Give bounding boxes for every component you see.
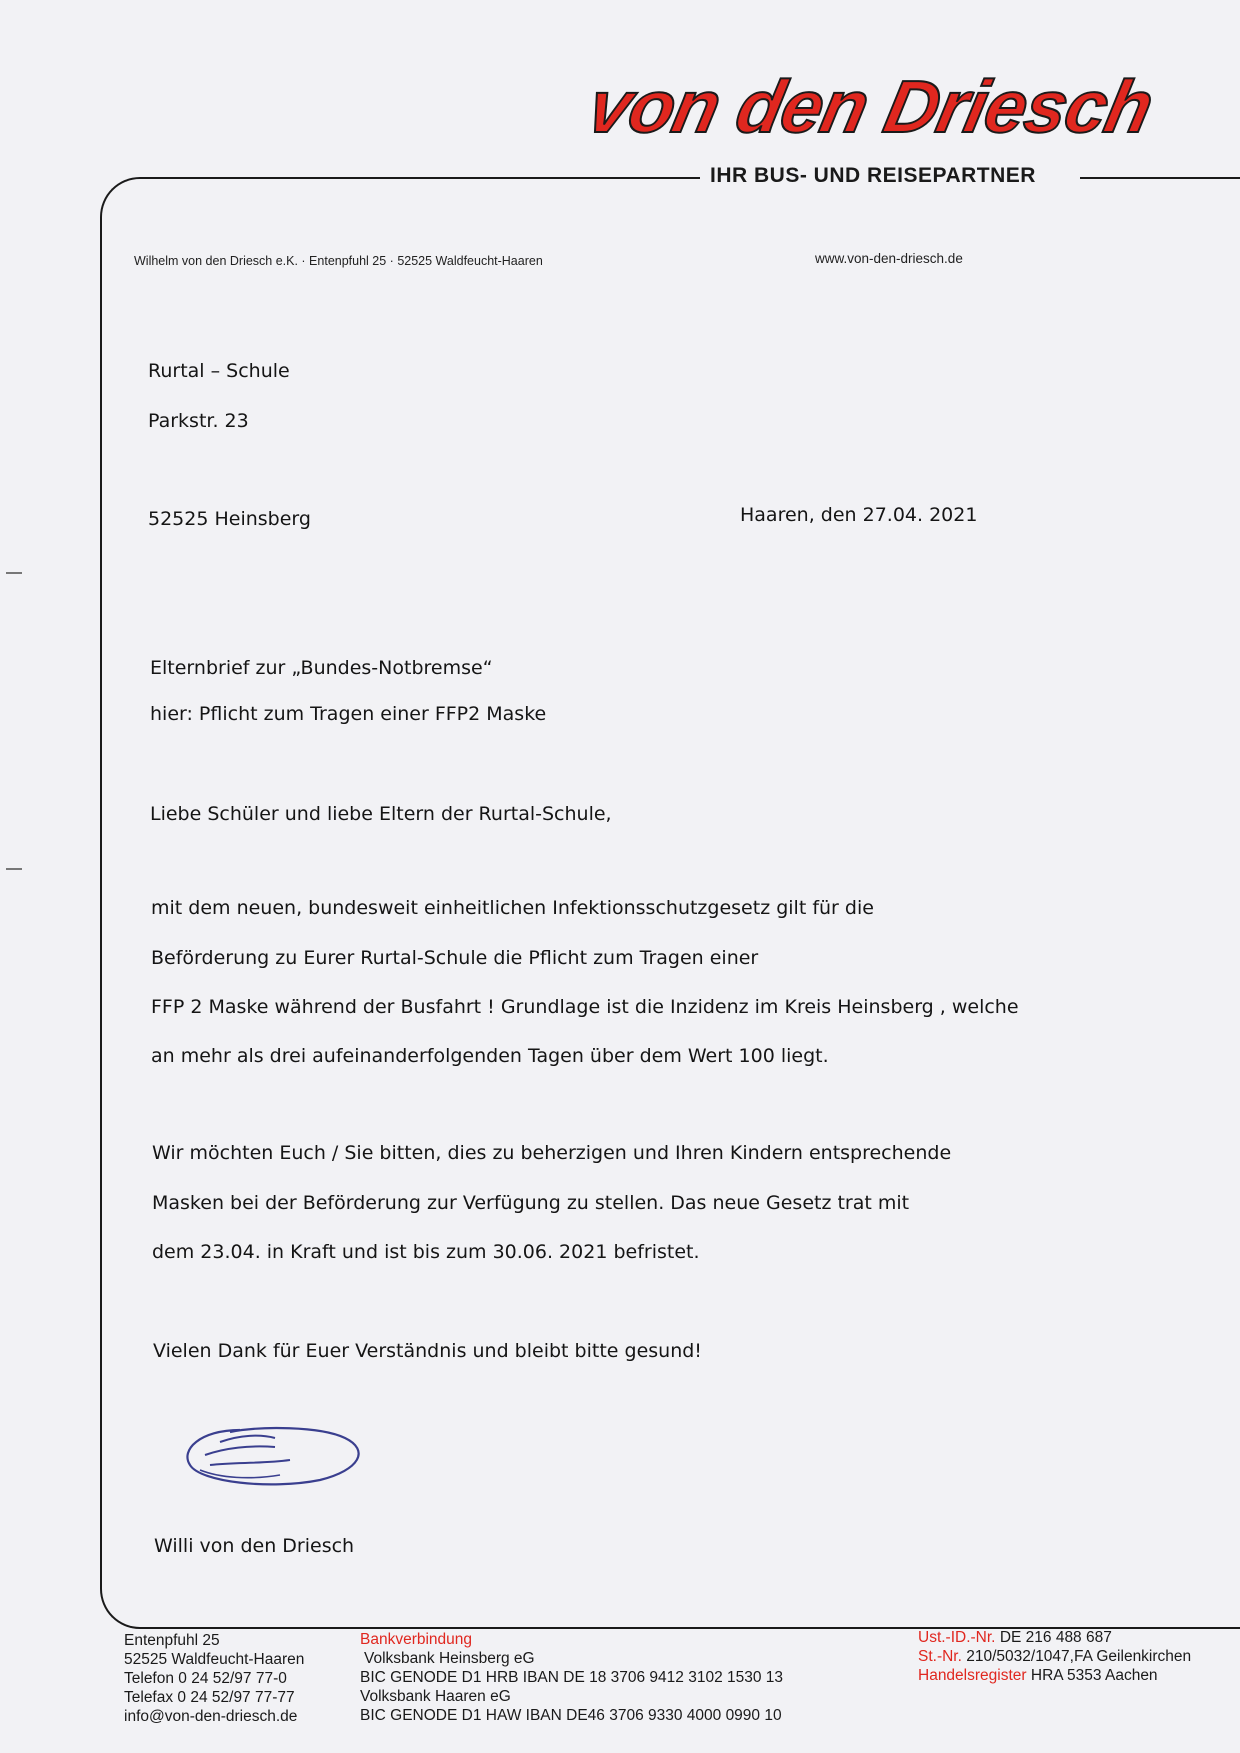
closing-line: Vielen Dank für Euer Verständnis und bleibt bitte gesund! [153, 1340, 702, 1362]
recipient-street: Parkstr. 23 [148, 410, 249, 432]
paragraph-1-line: Beförderung zu Eurer Rurtal-Schule die Pflicht zum Tragen einer [151, 947, 759, 969]
subject-line-2: hier: Pflicht zum Tragen einer FFP2 Maske [150, 703, 547, 725]
footer-bank: Bankverbindung Volksbank Heinsberg eG BIC GENODE D1 HRB IBAN DE 18 3706 9412 3102 1530 13 Volksbank Haaren eG BIC GENODE D1 HAW IBAN DE46 3706 9330 4000 0990 10 [360, 1631, 784, 1724]
paragraph-1-line: mit dem neuen, bundesweit einheitlichen Infektionsschutzgesetz gilt für die [151, 897, 874, 919]
paragraph-2-line: Wir möchten Euch / Sie bitten, dies zu beherzigen und Ihren Kindern entsprechende [152, 1142, 952, 1164]
recipient-name: Rurtal – Schule [148, 360, 290, 382]
footer-address: Entenpfuhl 25 52525 Waldfeucht-Haaren Telefon 0 24 52/97 77-0 Telefax 0 24 52/97 77-77 info@von-den-driesch.de [124, 1632, 305, 1725]
recipient-city: 52525 Heinsberg [148, 508, 311, 530]
fold-mark [6, 572, 22, 574]
paragraph-1-line: FFP 2 Maske während der Busfahrt ! Grundlage ist die Inzidenz im Kreis Heinsberg , welche [151, 996, 1019, 1018]
company-logo: von den Driesch [581, 65, 1160, 148]
footer-email[interactable]: info@von-den-driesch.de [124, 1708, 298, 1725]
fold-mark [6, 868, 22, 870]
tagline: IHR BUS- UND REISEPARTNER [710, 164, 1036, 187]
bank-heading: Bankverbindung [360, 1631, 473, 1648]
subject-line-1: Elternbrief zur „Bundes-Notbremse“ [150, 657, 493, 679]
footer-registry: Ust.-ID.-Nr. DE 216 488 687 St.-Nr. 210/5032/1047,FA Geilenkirchen Handelsregister HRA 5353 Aachen [918, 1629, 1192, 1684]
paragraph-1-line: an mehr als drei aufeinanderfolgenden Tagen über dem Wert 100 liegt. [151, 1045, 829, 1067]
paragraph-2-line: Masken bei der Beförderung zur Verfügung zu stellen. Das neue Gesetz trat mit [152, 1192, 910, 1214]
salutation: Liebe Schüler und liebe Eltern der Rurtal-Schule, [150, 803, 612, 825]
paragraph-2-line: dem 23.04. in Kraft und ist bis zum 30.06. 2021 befristet. [152, 1241, 700, 1263]
sender-line: Wilhelm von den Driesch e.K. · Entenpfuhl 25 · 52525 Waldfeucht-Haaren [134, 254, 543, 268]
signature-image [180, 1420, 365, 1492]
date-line: Haaren, den 27.04. 2021 [740, 504, 978, 526]
signer-name: Willi von den Driesch [154, 1535, 355, 1557]
website-link[interactable]: www.von-den-driesch.de [815, 251, 963, 266]
